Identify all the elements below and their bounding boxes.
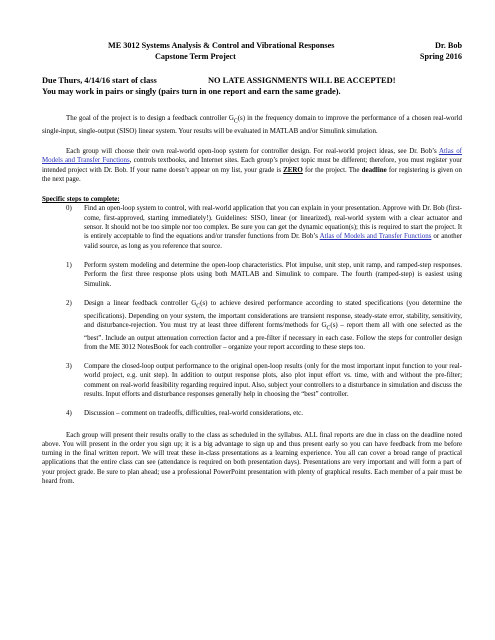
step-3-text: Compare the closed-loop output performance to the original open-loop results (only for the most important input function to your real-world project, e.g. unit step). In addition to output response plots, also plot input effort vs. time, with and without the pre-filter; comment on real-world feasibility regarding required input. Also, subject your controllers to a disturbance in simulation and discuss the results. Input efforts and disturbance responses generally help in choosing the “best” controller. [84,362,462,398]
step-number: 4) [66,409,72,418]
step-4-text: Discussion – comment on tradeoffs, difficulties, real-world considerations, etc. [84,409,303,418]
step-0-text-a: Find an open-loop system to control, with real-world application that you can explain in your presentation. Approve with Dr. Bob (first-come, first-approved, starting immediately!). Guidelines: SISO, linear (or linearized), real-world system with a clear actuator and sensor. It should not be too simple nor too complex. Be sure you can get the dynamic equation(s); this is required to start the project. It is entirely acceptable to find the equations and/or transfer functions from Dr. Bob’s [84,204,462,241]
subscript-c: C [233,118,238,125]
step-1-text: Perform system modeling and determine the open-loop characteristics. Plot impulse, unit step, unit ramp, and ramped-step responses. Perform the first three response plots using both MATLAB and Simulink to compare. The fourth (ramped-step) is easiest using Simulink. [84,260,462,288]
steps-heading: Specific steps to complete: [42,195,120,204]
instructor-name: Dr. Bob [435,41,462,50]
zero-emphasis: ZERO [283,165,303,174]
presentation-paragraph: Each group will present their results orally to the class as scheduled in the syllabus. ALL final reports are due in class on the deadline noted above. You will present in the order you sign up; it is a big advantage to sign up and thus present early so you can have feedback from me before turning in the final written report. We will treat these in-class presentations as a learning experience. You all can cover a broad range of practical applications that the entire class can see (attendance is required on both presentation days). Presentations are very important and will form a part of your project grade. Be sure to plan ahead; use a professional PowerPoint presentation with plenty of graphical results. Each member of a pair must be heard from. [42,430,462,486]
choice-text-d: for registering is given on the next page. [42,165,462,183]
project-choice-paragraph [42,147,462,184]
step-number: 3) [66,362,72,371]
step-0 [42,204,462,250]
goal-text-b: (s) in the frequency domain to improve the performance of a chosen real-world single-input, single-output (SISO) linear system. Your results will be evaluated in MATLAB and/or Simulink simulation. [42,114,462,135]
document-header [42,40,462,68]
choice-text-c: for the project. The [302,165,362,174]
step-4 [42,409,462,418]
goal-text-a: The goal of the project is to design a feedback controller G [66,114,234,122]
due-block [42,75,462,97]
course-title: ME 3012 Systems Analysis & Control and Vibrational Responses [108,41,335,50]
step-3 [42,362,462,399]
choice-text-b: , controls textbooks, and Internet sites. Each group’s project topic must be different; therefore, you must register your intended project with Dr. Bob. If your name doesn’t appear on my list, your grade is [42,156,462,174]
steps-list [42,204,462,418]
due-date: Due Thurs, 4/14/16 start of class [42,76,157,85]
document-page [42,40,462,486]
atlas-link[interactable]: Atlas of Models and Transfer Functions [319,232,432,241]
late-warning: NO LATE ASSIGNMENTS WILL BE ACCEPTED! [208,76,396,85]
subscript-c: C [196,303,201,310]
atlas-link[interactable]: Atlas of Models and Transfer Functions [42,146,462,165]
step-number: 2) [66,298,72,307]
goal-paragraph [42,114,462,136]
pairs-note: You may work in pairs or singly (pairs turn in one report and earn the same grade). [42,87,341,96]
step-1 [42,261,462,289]
step-0-text-b: or another valid source, as long as you reference that source. [84,232,462,250]
step-2-text-b: (s) to achieve desired performance according to stated specifications (you determine the specifications). Depending on your system, the important considerations are transient response, steady-state error, stability, sensitivity, and disturbance-rejection. You must try at least three different forms/methods for G [84,298,462,329]
step-2 [42,299,462,352]
subscript-c: C [326,325,331,332]
step-number: 0) [66,204,72,213]
deadline-emphasis: deadline [361,165,387,174]
project-title: Capstone Term Project [155,52,236,61]
choice-text-a: Each group will choose their own real-world open-loop system for controller design. For real-world project ideas, see Dr. Bob’s [66,146,439,155]
term-label: Spring 2016 [419,52,462,61]
step-2-text-a: Design a linear feedback controller G [84,298,197,307]
step-number: 1) [66,260,72,269]
step-2-text-c: (s) – report them all with one selected as the “best”. Include an output attenuation correction factor and a pre-filter if necessary in each case. Follow the steps for controller design from the ME 3012 NotesBook for each controller – organize your report according to these steps too. [84,320,463,351]
